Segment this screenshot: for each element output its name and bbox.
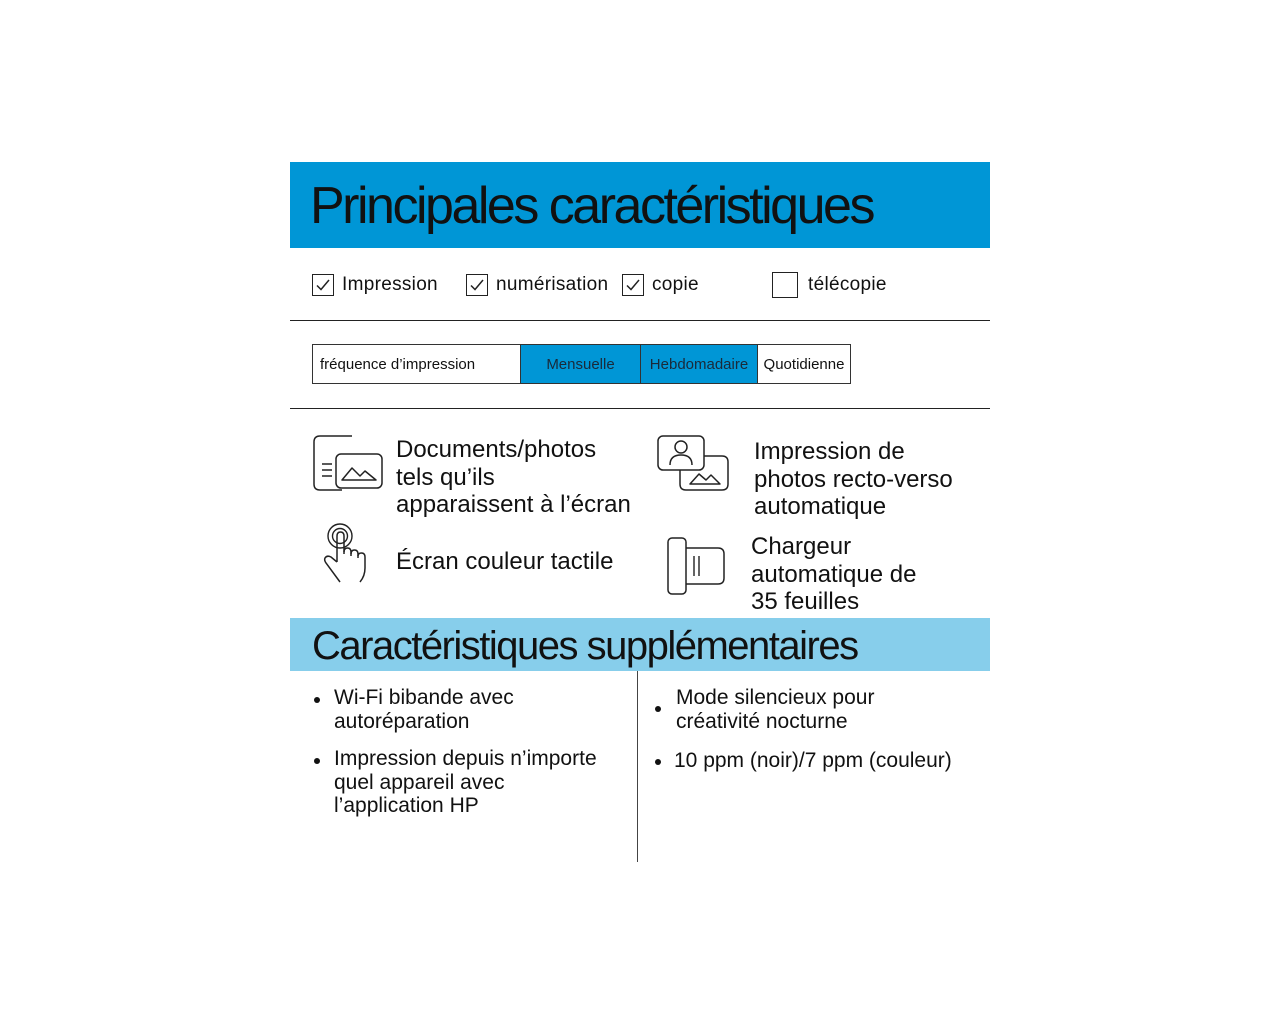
main-header [290,162,990,248]
frequency-label: fréquence d’impression [313,345,521,383]
features-card [290,162,990,862]
function-label: Impression [342,274,438,295]
bullet-text: 10 ppm (noir)/7 ppm (couleur) [674,749,952,772]
function-telecopie [772,270,887,300]
feature-text: Impression de photos recto-verso automatique [754,438,953,520]
frequency-daily: Quotidienne [758,345,850,383]
bullet-text: Impression depuis n’importe quel appareil avec l’application HP [334,747,597,817]
divider [290,408,990,409]
bullet-icon [314,697,320,703]
feature-text: Documents/photos tels qu’ils apparaissent à l’écran [396,436,631,518]
feature-text: Chargeur automatique de 35 feuilles [751,533,917,615]
checkbox-unchecked-icon [772,272,798,298]
function-numerisation [466,270,608,300]
touch-hand-icon [322,522,372,586]
feature-text: Écran couleur tactile [396,548,614,575]
frequency-weekly: Hebdomadaire [641,345,758,383]
bullet-text: Mode silencieux pour créativité nocturne [676,686,875,733]
page-title: Principales caractéristiques [310,177,873,235]
checkbox-checked-icon [622,274,644,296]
bullet-text: Wi-Fi bibande avec autoréparation [334,686,514,733]
divider [290,320,990,321]
function-impression [312,270,438,300]
frequency-monthly: Mensuelle [521,345,641,383]
document-feeder-icon [666,536,726,596]
function-label: numérisation [496,274,609,295]
section-title: Caractéristiques supplémentaires [312,624,858,668]
frequency-table [312,344,851,384]
bullet-icon [655,706,661,712]
function-copie [622,270,699,300]
bullet-icon [655,759,661,765]
function-list [290,270,990,302]
function-label: copie [652,274,699,295]
checkbox-checked-icon [466,274,488,296]
checkbox-checked-icon [312,274,334,296]
photo-document-icon [312,434,384,494]
additional-header [290,618,990,671]
bullet-icon [314,758,320,764]
function-label: télécopie [808,274,887,295]
column-divider [637,671,638,862]
duplex-photo-icon [656,434,730,494]
